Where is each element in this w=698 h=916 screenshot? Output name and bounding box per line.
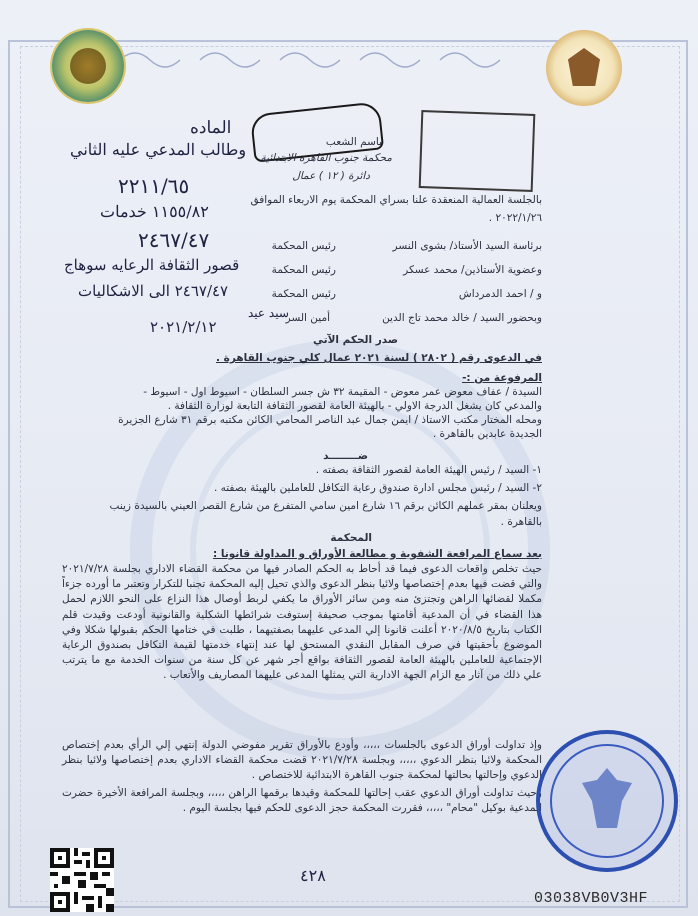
hologram-seal-icon [52, 30, 124, 102]
handwritten-note: ٢٤٦٧/٤٧ [138, 228, 210, 252]
case-number-line: في الدعوى رقم ( ٢٨٠٢ ) لسنة ٢٠٢١ عمال كلي جنوب القاهرة . [216, 352, 542, 364]
panel-member: وبحضور السيد / خالد محمد تاج الدين [382, 312, 542, 324]
defendant-line: ويعلنان بمقر عملهم الكائن برقم ١٦ شارع امين سامي المتفرع من شارع القصر العيني بالسيدة زينب [109, 500, 542, 512]
rectangular-stamp [419, 110, 536, 192]
defendant-line: ٢- السيد / رئيس مجلس ادارة صندوق رعاية التكافل للعاملين بالهيئة بصفته . [213, 482, 542, 494]
plaintiff-heading: المرفوعة من :- [462, 372, 542, 384]
facts-paragraph: حيث تخلص واقعات الدعوى فيما قد أحاط به الحكم الصادر فيها من محكمة القضاء الاداري بجلسة ٢٠٢١/٧/٢٨ والتي قضت فيها بعدم إختصاصها ولائيا بنظر الدعوى والذي تحيل إليه المحكمة تجنبا للتكرار وتعتبر ما أورده جزءاً مكملا لقضائها الراهن وتجتزئ منه ومن سائر الأوراق ما يكفي لربط أوصال هذا النزاع على النحو اللازم لحمل هذا القضاء في أن المدعية أقامتها بموجب صحيفة إستوفت شرائطها الشكلية والقانونية أودعت وقيدت قلم الكتاب بتاريخ ٢٠٢٠/٨/٥ أعلنت قانونا إلي المدعى عليهما بصفتيهما ، طلبت في ختامها الحكم بقبولها شكلا وفي الموضوع بأحقيتها في صرف المقابل النقدي المستحق لها عند إنتهاء خدمتها لقيمة التكافل بصندوق الرعاية الإجتماعية للعاملين بالهيئة العامة لقصور الثقافة بواقع أجر شهر عن كل سنة من سنوات الخدمة مع ما يترتب علي ذلك من آثار مع الزام الجهة الادارية التي يمثلها المدعى عليهما المصاريف والأتعاب . [62, 563, 543, 682]
defendant-line: ١- السيد / رئيس الهيئة العامة لقصور الثقافة بصفته . [315, 464, 542, 476]
panel-title: أمين السر [285, 312, 330, 324]
panel-title: رئيس المحكمة [271, 240, 336, 252]
panel-member: برئاسة السيد الأستاذ/ بشوى النسر [392, 240, 542, 252]
defendant-heading: ضــــــــد [323, 450, 368, 462]
handwritten-note: قصور الثقافة الرعايه سوهاج [64, 256, 240, 274]
handwritten-page-number: ٤٢٨ [300, 866, 326, 885]
eagle-emblem-icon [70, 48, 106, 84]
handwritten-note: ١١٥٥/٨٢ خدمات [100, 202, 209, 221]
panel-title: رئيس المحكمة [271, 288, 336, 300]
panel-title: رئيس المحكمة [271, 264, 336, 276]
gold-seal-icon [546, 30, 622, 106]
panel-member: وعضوية الأستاذين/ محمد عسكر [403, 264, 542, 276]
handwritten-note: الماده [190, 118, 232, 138]
handwritten-note: ٢٢١١/٦٥ [118, 174, 190, 198]
plaintiff-line: ومحله المختار مكتب الاستاذ / ايمن جمال عبد الناصر المحامي الكائن مكتبه برقم ٣١ شارع الجزيرة [118, 414, 542, 426]
serial-number: 03038VB0V3HF [534, 890, 649, 907]
plaintiff-line: السيدة / عفاف معوض عمر معوض - المقيمة ٣٢ ش جسر السلطان - اسيوط اول - اسيوط - [143, 386, 542, 398]
official-blue-stamp [536, 730, 678, 872]
plaintiff-line: والمدعي كان يشغل الدرجة الاولي - بالهيئة العامة لقصور الثقافة التابعة لوزارة الثقافة . [167, 400, 542, 412]
panel-member: و / احمد الدمرداش [458, 288, 542, 300]
basmala-heading: باسم الشعب [325, 136, 382, 148]
court-name: محكمة جنوب القاهرة الابتدائية [260, 152, 392, 164]
qr-code-icon [50, 848, 114, 912]
ornamental-border-strip [110, 44, 540, 76]
defendant-line: بالقاهرة . [500, 516, 542, 528]
reservation-paragraph: وحيث تداولت أوراق الدعوي عقب إحالتها للمحكمة وقيدها برقمها الراهن ،،،،، وبجلسة المرافعة الأخيرة حضرت المدعية بوكيل "محام" ،،،،، فقررت المحكمة حجز الدعوى للحكم فيها بجلسة اليوم . [62, 787, 542, 815]
eagle-emblem-icon [568, 48, 600, 86]
court-circuit: دائرة ( ١٢ ) عمال [292, 170, 370, 182]
handwritten-note: سيد عيد [248, 306, 289, 320]
handwritten-note: ٢٠٢١/٢/١٢ [150, 318, 217, 336]
session-line: بالجلسة العمالية المنعقدة علنا بسراي المحكمة يوم الاربعاء الموافق [250, 194, 542, 206]
handwritten-note: ٢٤٦٧/٤٧ الى الاشكاليات [78, 282, 229, 300]
verdict-heading: صدر الحكم الآتي [313, 334, 398, 346]
handwritten-note: وطالب المدعي عليه الثاني [70, 140, 247, 159]
court-intro: بعد سماع المرافعة الشفوية و مطالعة الأوراق و المداولة قانونا : [213, 548, 542, 560]
court-heading: المحكمة [330, 532, 372, 544]
session-date: ٢٠٢٢/١/٢٦ . [488, 212, 542, 224]
plaintiff-line: الجديدة عابدين بالقاهرة . [432, 428, 542, 440]
procedure-paragraph: وإذ تداولت أوراق الدعوى بالجلسات ،،،،، وأودع بالأوراق تقرير مفوضي الدولة إنتهي إلي الرأي بعدم إختصاص المحكمة ولائيا بنظر الدعوي ،،،،، وبجلسة ٢٠٢١/٧/٢٨ قضت محكمة القضاء الاداري بعدم إختصاصها ولائيا بنظر الدعوي وإحالتها بحالتها لمحكمة جنوب القاهرة الابتدائية للاختصاص . [62, 739, 543, 782]
